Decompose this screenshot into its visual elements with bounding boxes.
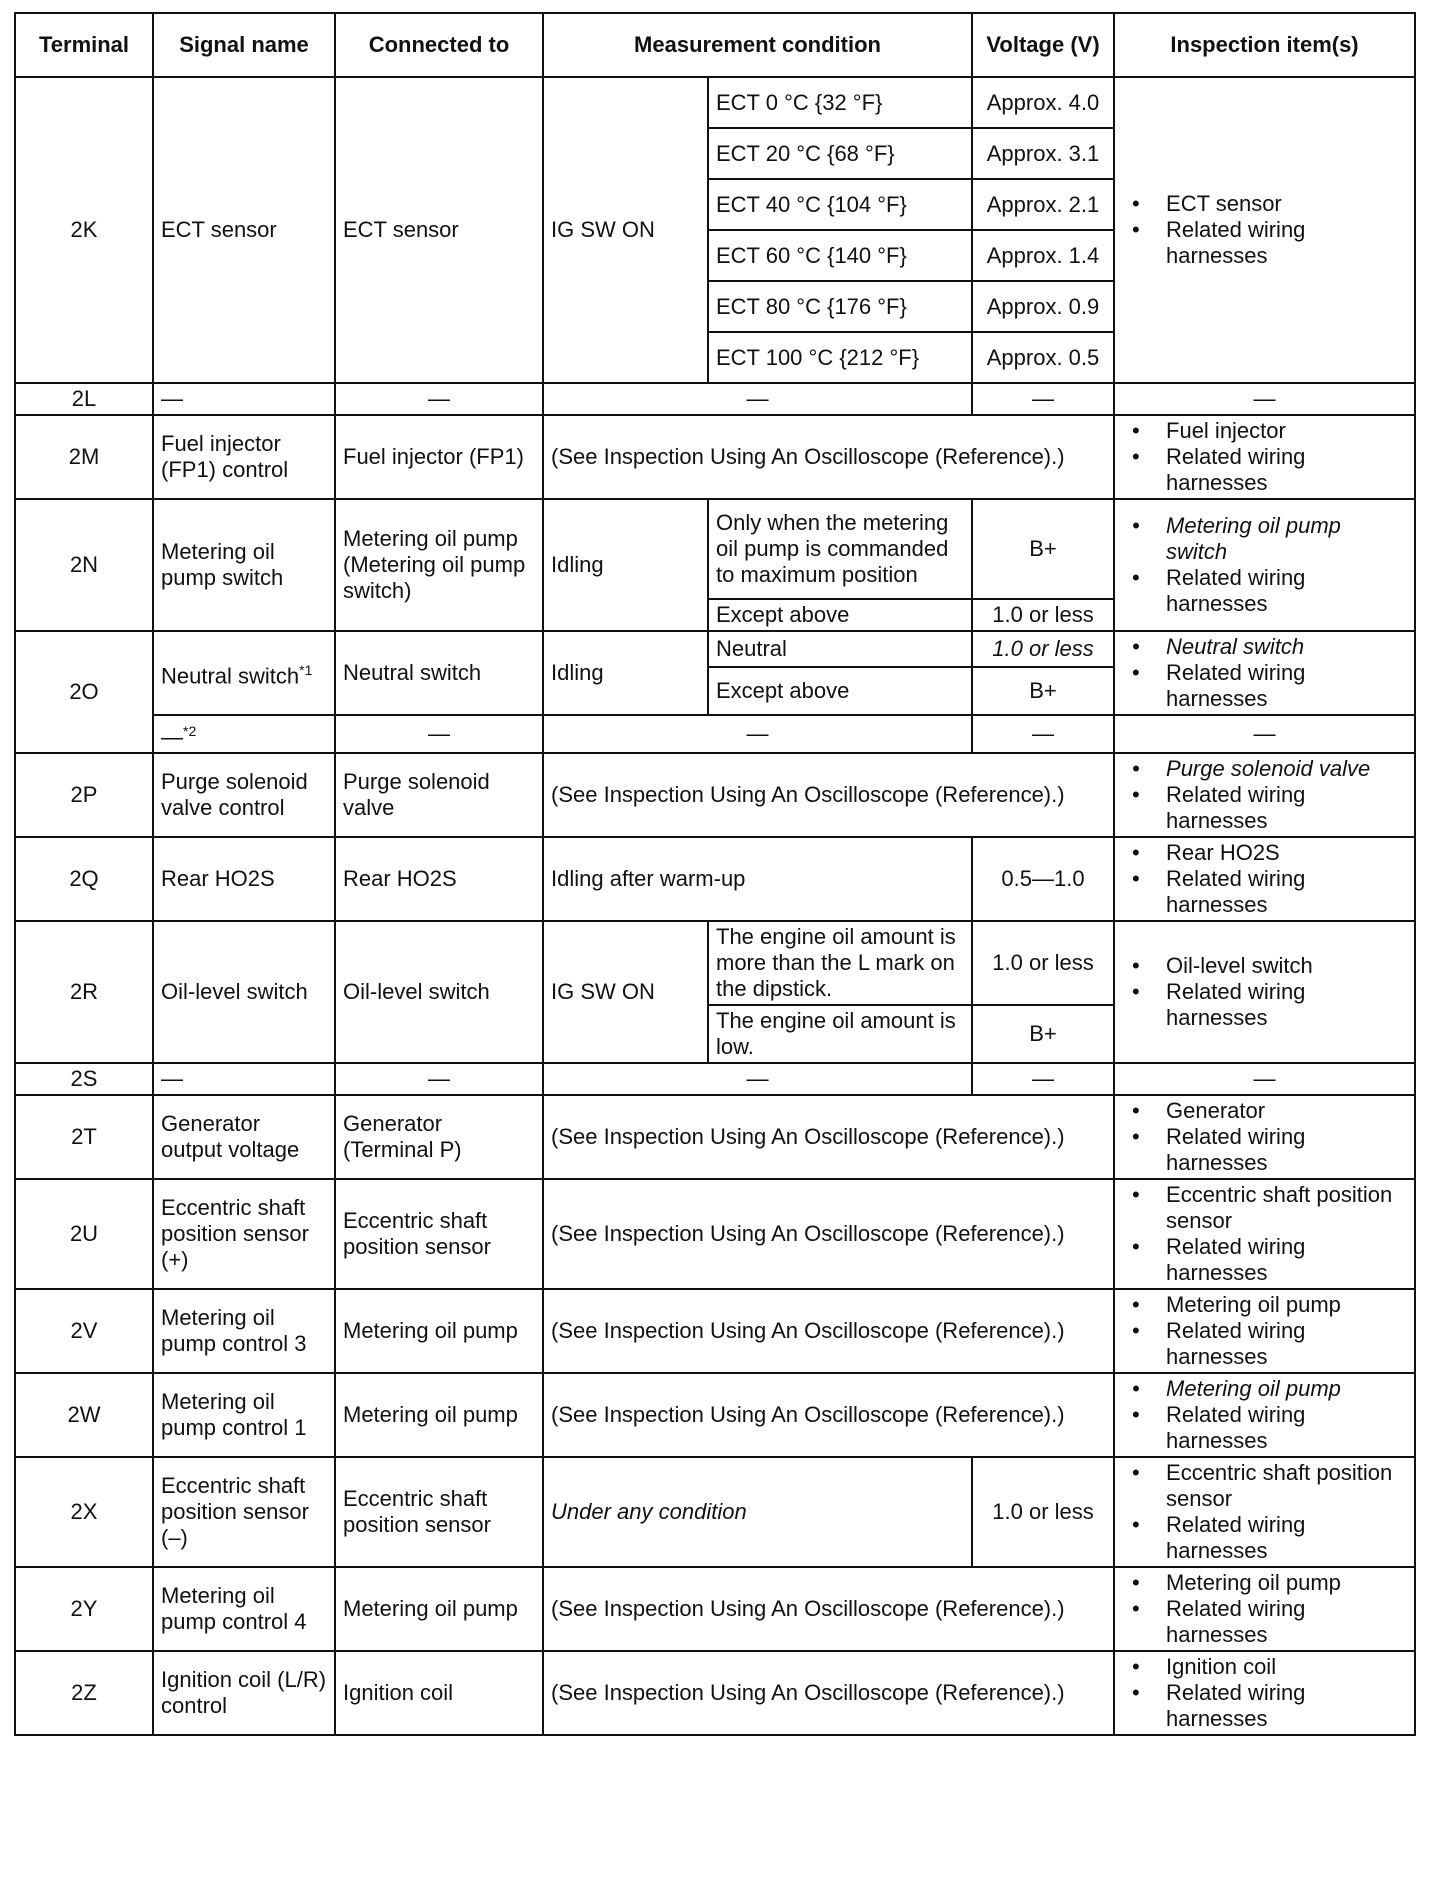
voltage-cell: 0.5—1.0 xyxy=(972,837,1114,921)
voltage-cell: — xyxy=(972,1063,1114,1095)
subcondition-cell: ECT 20 °C {68 °F} xyxy=(708,128,972,179)
signal-cell: — xyxy=(153,383,335,415)
subcondition-cell: Neutral xyxy=(708,631,972,667)
terminal-cell: 2P xyxy=(15,753,153,837)
signal-cell: Metering oil pump control 3 xyxy=(153,1289,335,1373)
condition-cell: (See Inspection Using An Oscilloscope (Reference).) xyxy=(543,1373,1114,1457)
terminal-cell: 2O xyxy=(15,631,153,753)
condition-cell: Idling xyxy=(543,631,708,715)
terminal-cell: 2L xyxy=(15,383,153,415)
inspection-cell xyxy=(1114,1095,1415,1179)
table-row xyxy=(15,837,1415,921)
terminal-cell: 2Q xyxy=(15,837,153,921)
inspection-item: • Rear HO2S xyxy=(1166,840,1407,866)
inspection-item: • Related wiring harnesses xyxy=(1166,217,1407,269)
header-row xyxy=(15,13,1415,77)
header-terminal: Terminal xyxy=(15,13,153,77)
condition-cell: (See Inspection Using An Oscilloscope (Reference).) xyxy=(543,1095,1114,1179)
voltage-cell: 1.0 or less xyxy=(972,631,1114,667)
table-row xyxy=(15,415,1415,499)
inspection-cell xyxy=(1114,631,1415,715)
header-signal-name: Signal name xyxy=(153,13,335,77)
table-row xyxy=(15,499,1415,599)
footnote-marker: *1 xyxy=(299,661,313,678)
inspection-item: • Related wiring harnesses xyxy=(1166,1318,1407,1370)
inspection-item: • Oil-level switch xyxy=(1166,953,1407,979)
connected-cell: Eccentric shaft position sensor xyxy=(335,1179,543,1289)
condition-cell: (See Inspection Using An Oscilloscope (Reference).) xyxy=(543,1567,1114,1651)
table-row xyxy=(15,1567,1415,1651)
condition-cell: IG SW ON xyxy=(543,77,708,383)
connected-cell: Fuel injector (FP1) xyxy=(335,415,543,499)
terminal-cell: 2Z xyxy=(15,1651,153,1735)
condition-cell: — xyxy=(543,715,972,753)
connected-cell: Ignition coil xyxy=(335,1651,543,1735)
inspection-cell: — xyxy=(1114,715,1415,753)
signal-cell: ECT sensor xyxy=(153,77,335,383)
connected-cell: Neutral switch xyxy=(335,631,543,715)
condition-cell: — xyxy=(543,1063,972,1095)
subcondition-cell: The engine oil amount is more than the L mark on the dipstick. xyxy=(708,921,972,1005)
connected-cell: — xyxy=(335,715,543,753)
signal-text: — xyxy=(161,724,183,750)
table-row xyxy=(15,753,1415,837)
footnote-marker: *2 xyxy=(183,723,197,739)
voltage-cell: Approx. 2.1 xyxy=(972,179,1114,230)
terminal-cell: 2S xyxy=(15,1063,153,1095)
signal-cell: Fuel injector (FP1) control xyxy=(153,415,335,499)
inspection-item: • Eccentric shaft position sensor xyxy=(1166,1182,1407,1234)
terminal-voltage-table xyxy=(14,12,1416,1736)
signal-text: Neutral switch xyxy=(161,663,300,689)
connected-cell: ECT sensor xyxy=(335,77,543,383)
subcondition-cell: Only when the metering oil pump is commanded to maximum position xyxy=(708,499,972,599)
inspection-item: • Generator xyxy=(1166,1098,1407,1124)
inspection-item: • Related wiring harnesses xyxy=(1166,1402,1407,1454)
condition-cell: (See Inspection Using An Oscilloscope (Reference).) xyxy=(543,415,1114,499)
table-row xyxy=(15,1179,1415,1289)
signal-cell: Eccentric shaft position sensor (+) xyxy=(153,1179,335,1289)
inspection-cell xyxy=(1114,1179,1415,1289)
terminal-cell: 2W xyxy=(15,1373,153,1457)
condition-cell: Idling xyxy=(543,499,708,631)
signal-cell xyxy=(153,715,335,753)
subcondition-cell: ECT 80 °C {176 °F} xyxy=(708,281,972,332)
inspection-item: • Metering oil pump xyxy=(1166,1376,1407,1402)
inspection-cell xyxy=(1114,837,1415,921)
terminal-cell: 2K xyxy=(15,77,153,383)
connected-cell: Rear HO2S xyxy=(335,837,543,921)
voltage-cell: — xyxy=(972,715,1114,753)
inspection-item: • Related wiring harnesses xyxy=(1166,1512,1407,1564)
inspection-cell: — xyxy=(1114,1063,1415,1095)
terminal-cell: 2T xyxy=(15,1095,153,1179)
signal-cell: Rear HO2S xyxy=(153,837,335,921)
inspection-item: • Related wiring harnesses xyxy=(1166,1680,1407,1732)
subcondition-cell: The engine oil amount is low. xyxy=(708,1005,972,1063)
terminal-cell: 2V xyxy=(15,1289,153,1373)
subcondition-cell: Except above xyxy=(708,667,972,715)
inspection-item: • Purge solenoid valve xyxy=(1166,756,1407,782)
signal-cell: Metering oil pump control 1 xyxy=(153,1373,335,1457)
inspection-item: • Related wiring harnesses xyxy=(1166,782,1407,834)
signal-cell: Purge solenoid valve control xyxy=(153,753,335,837)
inspection-item: • Fuel injector xyxy=(1166,418,1407,444)
inspection-cell xyxy=(1114,753,1415,837)
terminal-cell: 2U xyxy=(15,1179,153,1289)
inspection-item: • Neutral switch xyxy=(1166,634,1407,660)
signal-cell: Generator output voltage xyxy=(153,1095,335,1179)
condition-cell: (See Inspection Using An Oscilloscope (Reference).) xyxy=(543,753,1114,837)
inspection-item: • Related wiring harnesses xyxy=(1166,660,1407,712)
table-row xyxy=(15,1095,1415,1179)
inspection-cell: — xyxy=(1114,383,1415,415)
voltage-cell: B+ xyxy=(972,667,1114,715)
inspection-cell xyxy=(1114,1457,1415,1567)
table-row xyxy=(15,631,1415,667)
signal-cell: Eccentric shaft position sensor (–) xyxy=(153,1457,335,1567)
connected-cell: Metering oil pump xyxy=(335,1373,543,1457)
inspection-cell xyxy=(1114,1373,1415,1457)
signal-cell: Ignition coil (L/R) control xyxy=(153,1651,335,1735)
subcondition-cell: ECT 40 °C {104 °F} xyxy=(708,179,972,230)
connected-cell: Oil-level switch xyxy=(335,921,543,1063)
inspection-item: • Ignition coil xyxy=(1166,1654,1407,1680)
signal-cell: Metering oil pump switch xyxy=(153,499,335,631)
header-connected-to: Connected to xyxy=(335,13,543,77)
terminal-cell: 2N xyxy=(15,499,153,631)
terminal-cell: 2Y xyxy=(15,1567,153,1651)
terminal-cell: 2R xyxy=(15,921,153,1063)
inspection-item: • Metering oil pump switch xyxy=(1166,513,1407,565)
condition-cell: (See Inspection Using An Oscilloscope (Reference).) xyxy=(543,1651,1114,1735)
subcondition-cell: ECT 0 °C {32 °F} xyxy=(708,77,972,128)
inspection-item: • Eccentric shaft position sensor xyxy=(1166,1460,1407,1512)
condition-cell: IG SW ON xyxy=(543,921,708,1063)
connected-cell: Generator (Terminal P) xyxy=(335,1095,543,1179)
condition-cell: (See Inspection Using An Oscilloscope (Reference).) xyxy=(543,1179,1114,1289)
connected-cell: Metering oil pump xyxy=(335,1289,543,1373)
connected-cell: Metering oil pump (Metering oil pump switch) xyxy=(335,499,543,631)
connected-cell: Metering oil pump xyxy=(335,1567,543,1651)
connected-cell: Purge solenoid valve xyxy=(335,753,543,837)
signal-cell: — xyxy=(153,1063,335,1095)
voltage-cell: Approx. 4.0 xyxy=(972,77,1114,128)
table-row xyxy=(15,1289,1415,1373)
inspection-item: • Related wiring harnesses xyxy=(1166,979,1407,1031)
inspection-cell xyxy=(1114,921,1415,1063)
connected-cell: Eccentric shaft position sensor xyxy=(335,1457,543,1567)
header-voltage: Voltage (V) xyxy=(972,13,1114,77)
inspection-cell xyxy=(1114,1289,1415,1373)
subcondition-cell: ECT 100 °C {212 °F} xyxy=(708,332,972,383)
voltage-cell: Approx. 0.5 xyxy=(972,332,1114,383)
condition-cell: Idling after warm-up xyxy=(543,837,972,921)
table-row xyxy=(15,383,1415,415)
inspection-item: • Metering oil pump xyxy=(1166,1292,1407,1318)
inspection-cell xyxy=(1114,499,1415,631)
inspection-item: • Related wiring harnesses xyxy=(1166,1596,1407,1648)
table-subrow xyxy=(15,715,1415,753)
signal-cell: Metering oil pump control 4 xyxy=(153,1567,335,1651)
signal-cell xyxy=(153,631,335,715)
inspection-cell xyxy=(1114,1567,1415,1651)
signal-cell: Oil-level switch xyxy=(153,921,335,1063)
header-inspection-items: Inspection item(s) xyxy=(1114,13,1415,77)
voltage-cell: 1.0 or less xyxy=(972,1457,1114,1567)
voltage-cell: Approx. 0.9 xyxy=(972,281,1114,332)
table-row xyxy=(15,77,1415,128)
table-row xyxy=(15,1651,1415,1735)
condition-cell: Under any condition xyxy=(543,1457,972,1567)
voltage-cell: Approx. 3.1 xyxy=(972,128,1114,179)
inspection-item: • Related wiring harnesses xyxy=(1166,1124,1407,1176)
inspection-cell xyxy=(1114,77,1415,383)
inspection-item: • Related wiring harnesses xyxy=(1166,866,1407,918)
inspection-cell xyxy=(1114,415,1415,499)
voltage-cell: 1.0 or less xyxy=(972,599,1114,631)
subcondition-cell: Except above xyxy=(708,599,972,631)
inspection-item: • Related wiring harnesses xyxy=(1166,444,1407,496)
table-row xyxy=(15,1457,1415,1567)
inspection-item: • Metering oil pump xyxy=(1166,1570,1407,1596)
terminal-cell: 2X xyxy=(15,1457,153,1567)
connected-cell: — xyxy=(335,383,543,415)
inspection-item: • Related wiring harnesses xyxy=(1166,565,1407,617)
voltage-cell: B+ xyxy=(972,499,1114,599)
inspection-item: • ECT sensor xyxy=(1166,191,1407,217)
voltage-cell: Approx. 1.4 xyxy=(972,230,1114,281)
table-row xyxy=(15,1063,1415,1095)
voltage-cell: — xyxy=(972,383,1114,415)
table-row xyxy=(15,1373,1415,1457)
terminal-cell: 2M xyxy=(15,415,153,499)
header-measurement-condition: Measurement condition xyxy=(543,13,972,77)
connected-cell: — xyxy=(335,1063,543,1095)
condition-cell: — xyxy=(543,383,972,415)
inspection-item: • Related wiring harnesses xyxy=(1166,1234,1407,1286)
inspection-cell xyxy=(1114,1651,1415,1735)
table-row xyxy=(15,921,1415,1005)
condition-cell: (See Inspection Using An Oscilloscope (Reference).) xyxy=(543,1289,1114,1373)
subcondition-cell: ECT 60 °C {140 °F} xyxy=(708,230,972,281)
voltage-cell: 1.0 or less xyxy=(972,921,1114,1005)
voltage-cell: B+ xyxy=(972,1005,1114,1063)
